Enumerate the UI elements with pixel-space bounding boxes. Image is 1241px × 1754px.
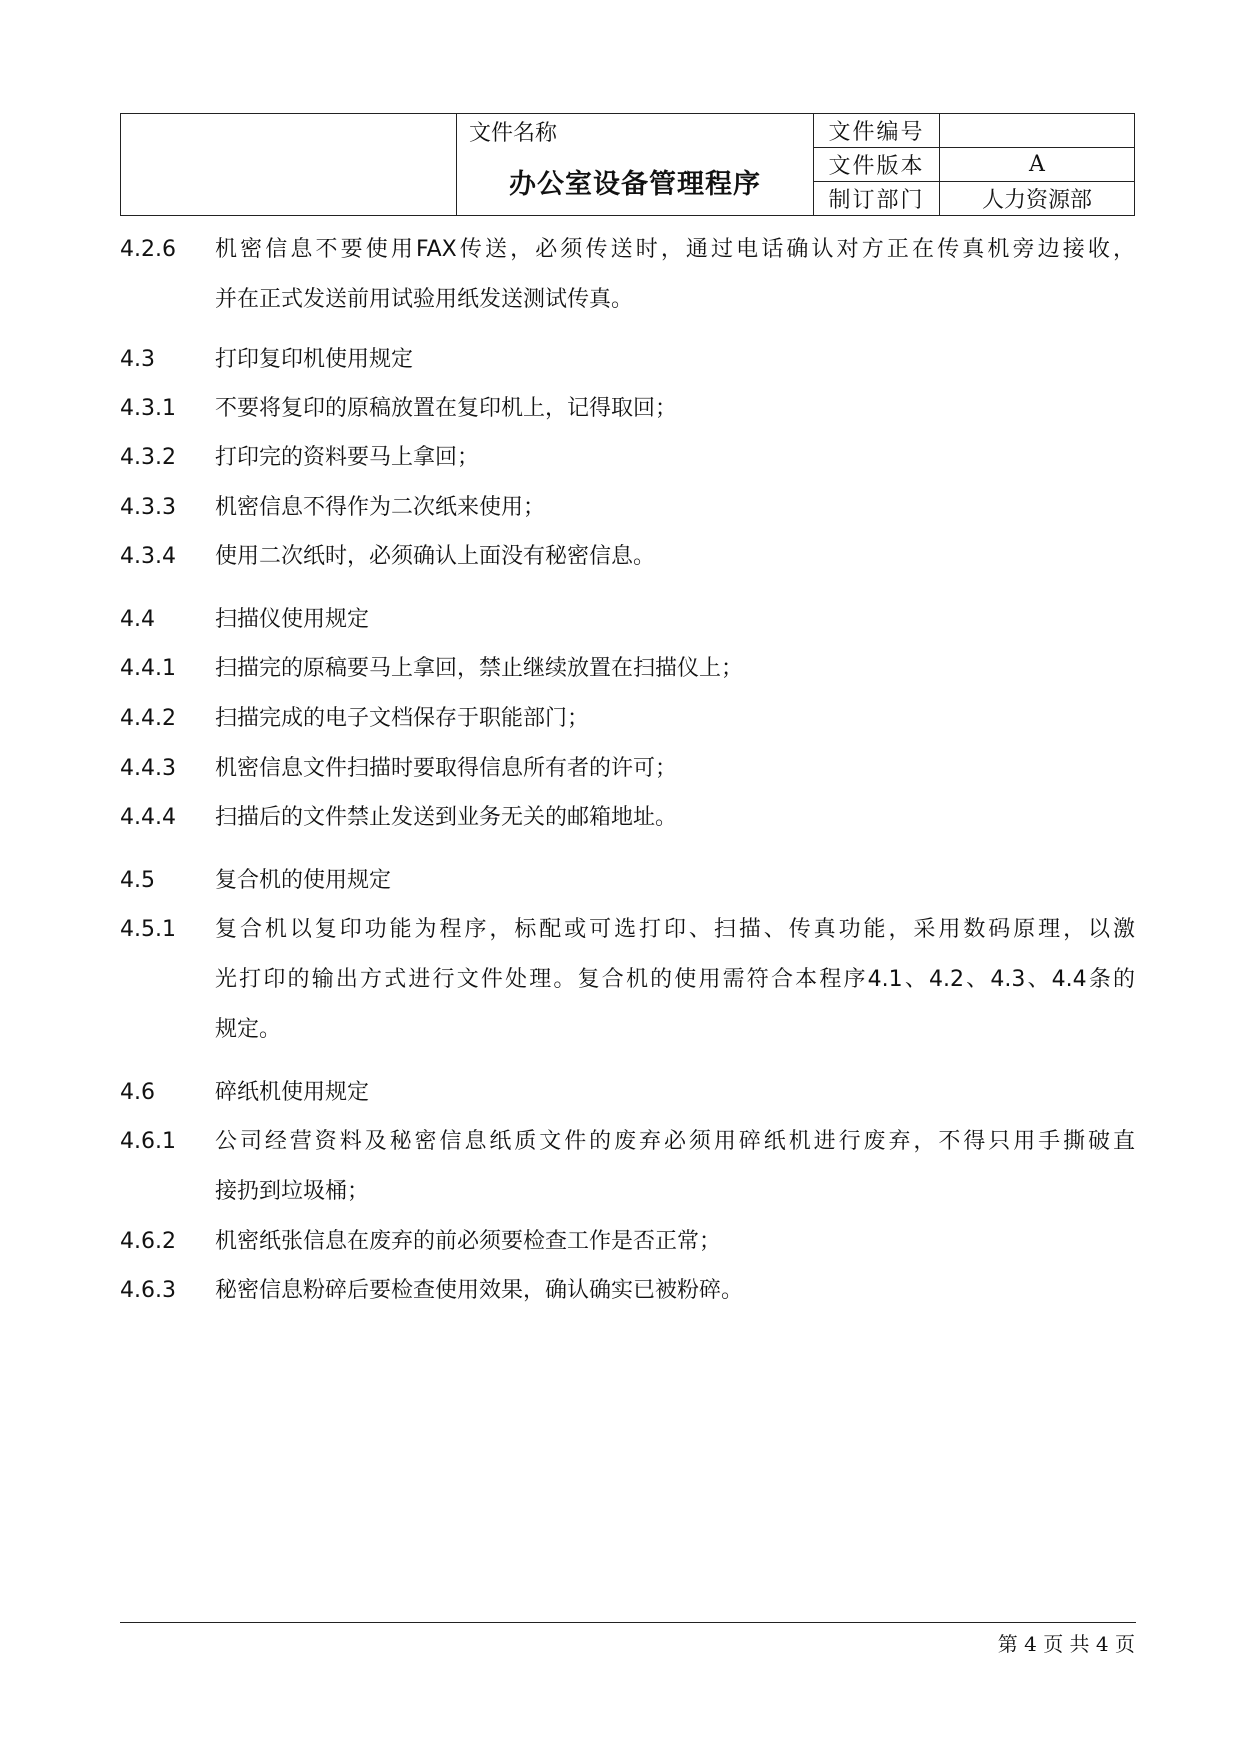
clause-text: 扫描后的文件禁止发送到业务无关的邮箱地址。 (215, 805, 678, 830)
clause-number: 4.6 (120, 1080, 155, 1105)
file-number-label: 文件编号 (814, 114, 940, 148)
file-title: 办公室设备管理程序 (509, 169, 761, 200)
clause-number: 4.4 (120, 607, 155, 632)
clause-text: 规定。 (215, 1017, 282, 1042)
clause-text: 机密信息不得作为二次纸来使用； (215, 495, 546, 520)
department-value: 人力资源部 (940, 182, 1135, 216)
clause-number: 4.3.1 (120, 396, 176, 421)
clause-number: 4.5 (120, 868, 155, 893)
clause-number: 4.6.2 (120, 1229, 176, 1254)
clause-text: 并在正式发送前用试验用纸发送测试传真。 (215, 287, 634, 312)
clause-text: 公司经营资料及秘密信息纸质文件的废弃必须用碎纸机进行废弃，不得只用手撕破直 (215, 1129, 1135, 1154)
clause-text: 复合机的使用规定 (215, 868, 392, 893)
clause-text: 打印复印机使用规定 (215, 347, 414, 372)
clause-number: 4.4.4 (120, 805, 176, 830)
clause-text: 光打印的输出方式进行文件处理。复合机的使用需符合本程序4.1、4.2、4.3、4.4条的 (215, 967, 1135, 992)
clause-text: 复合机以复印功能为程序，标配或可选打印、扫描、传真功能，采用数码原理，以激 (215, 917, 1135, 942)
clause-text: 打印完的资料要马上拿回； (215, 445, 480, 470)
clause-number: 4.6.1 (120, 1129, 176, 1154)
file-version-label: 文件版本 (814, 148, 940, 182)
clause-text: 接扔到垃圾桶； (215, 1179, 370, 1204)
clause-number: 4.3.2 (120, 445, 176, 470)
clause-text: 秘密信息粉碎后要检查使用效果，确认确实已被粉碎。 (215, 1278, 744, 1303)
file-name-cell (457, 114, 814, 216)
file-name-label: 文件名称 (469, 121, 558, 146)
clause-text: 机密信息文件扫描时要取得信息所有者的许可； (215, 756, 678, 781)
clause-number: 4.2.6 (120, 237, 176, 262)
file-version-value: A (940, 148, 1135, 182)
clause-number: 4.4.1 (120, 656, 176, 681)
clause-number: 4.3.4 (120, 544, 176, 569)
clause-number: 4.4.2 (120, 706, 176, 731)
clause-text: 机密纸张信息在废弃的前必须要检查工作是否正常； (215, 1229, 722, 1254)
clause-number: 4.4.3 (120, 756, 176, 781)
clause-text: 不要将复印的原稿放置在复印机上，记得取回； (215, 396, 678, 421)
file-number-value (940, 114, 1135, 148)
page-number: 第 4 页 共 4 页 (997, 1632, 1135, 1656)
clause-text: 使用二次纸时，必须确认上面没有秘密信息。 (215, 544, 656, 569)
clause-number: 4.5.1 (120, 917, 176, 942)
clause-text: 扫描仪使用规定 (215, 607, 370, 632)
clause-number: 4.3 (120, 347, 155, 372)
footer-rule (120, 1622, 1136, 1623)
clause-text: 碎纸机使用规定 (215, 1080, 370, 1105)
clause-text: 机密信息不要使用FAX传送，必须传送时，通过电话确认对方正在传真机旁边接收， (215, 237, 1135, 262)
clause-text: 扫描完成的电子文档保存于职能部门； (215, 706, 590, 731)
department-label: 制订部门 (814, 182, 940, 216)
clause-text: 扫描完的原稿要马上拿回，禁止继续放置在扫描仪上； (215, 656, 744, 681)
clause-number: 4.6.3 (120, 1278, 176, 1303)
logo-cell (121, 114, 457, 216)
document-header-table (120, 113, 1135, 216)
clause-number: 4.3.3 (120, 495, 176, 520)
